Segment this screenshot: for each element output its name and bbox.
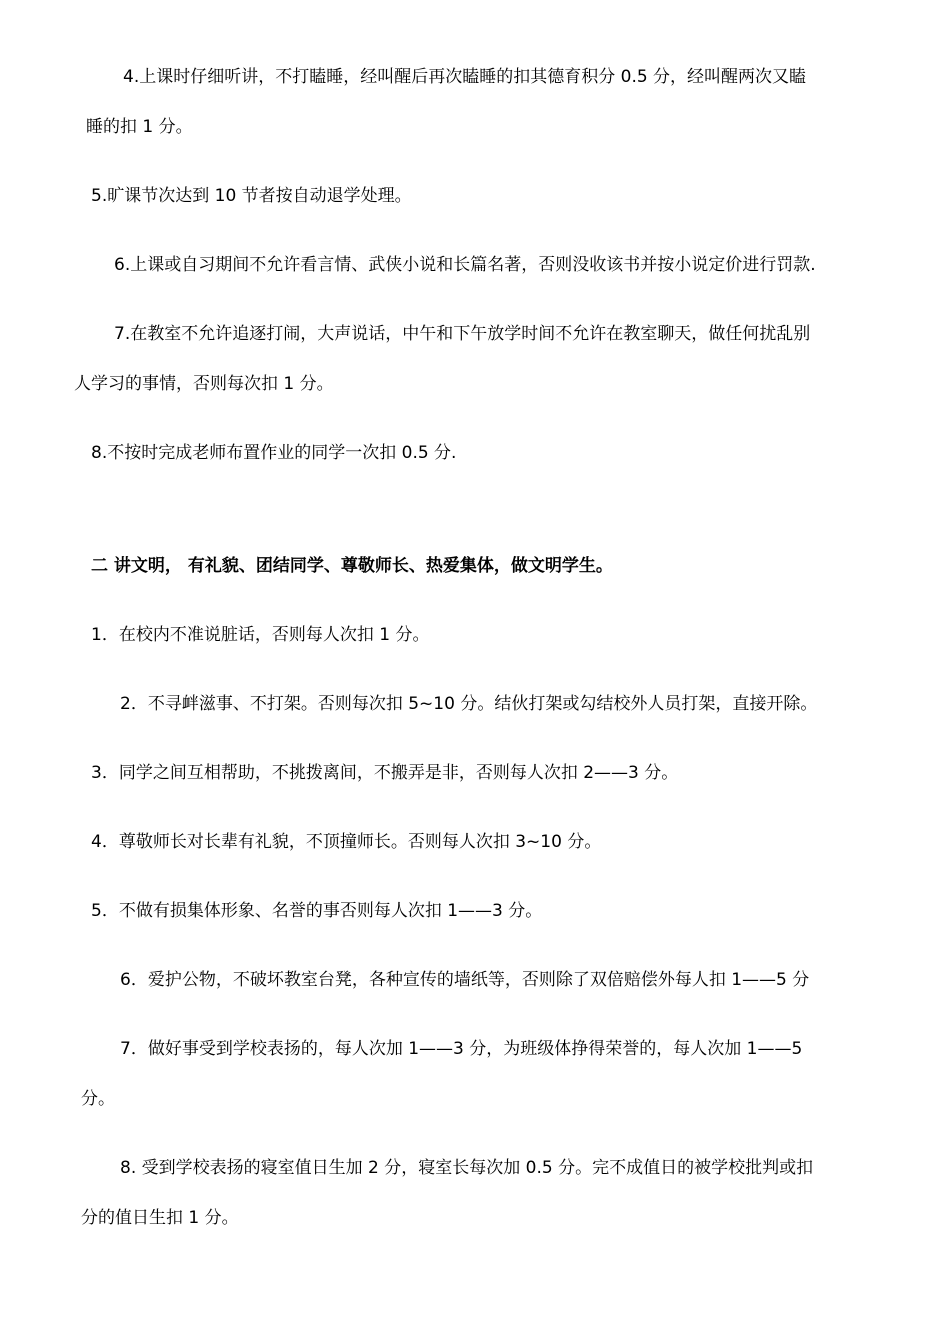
section-2-rule-4: 4．尊敬师长对长辈有礼貌，不顶撞师长。否则每人次扣 3~10 分。 (91, 832, 602, 852)
section-2-rule-8-line-2: 分的值日生扣 1 分。 (81, 1208, 239, 1228)
section-2-rule-2: 2．不寻衅滋事、不打架。否则每次扣 5~10 分。结伙打架或勾结校外人员打架，直接开除。 (120, 694, 818, 714)
section-2-rule-7-line-2: 分。 (81, 1089, 115, 1109)
rule-4-line-1: 4.上课时仔细听讲，不打瞌睡，经叫醒后再次瞌睡的扣其德育积分 0.5 分，经叫醒两次又瞌 (123, 67, 807, 87)
rule-7-line-2: 人学习的事情，否则每次扣 1 分。 (74, 374, 334, 394)
section-2-rule-1: 1．在校内不准说脏话，否则每人次扣 1 分。 (91, 625, 430, 645)
section-2-heading: 二 讲文明， 有礼貌、团结同学、尊敬师长、热爱集体，做文明学生。 (91, 556, 613, 576)
section-2-rule-6: 6．爱护公物，不破坏教室台凳，各种宣传的墙纸等，否则除了双倍赔偿外每人扣 1——5 分 (120, 970, 810, 990)
section-2-rule-8-line-1: 8. 受到学校表扬的寝室值日生加 2 分，寝室长每次加 0.5 分。完不成值日的被学校批判或扣 (120, 1158, 814, 1178)
rule-6: 6.上课或自习期间不允许看言情、武侠小说和长篇名著，否则没收该书并按小说定价进行罚款. (114, 255, 816, 275)
rule-5: 5.旷课节次达到 10 节者按自动退学处理。 (91, 186, 412, 206)
rule-8: 8.不按时完成老师布置作业的同学一次扣 0.5 分. (91, 443, 457, 463)
rule-4-line-2: 睡的扣 1 分。 (86, 117, 193, 137)
section-2-rule-3: 3．同学之间互相帮助，不挑拨离间，不搬弄是非，否则每人次扣 2——3 分。 (91, 763, 679, 783)
section-2-rule-7-line-1: 7．做好事受到学校表扬的，每人次加 1——3 分，为班级体挣得荣誉的，每人次加 1——5 (120, 1039, 803, 1059)
section-2-rule-5: 5．不做有损集体形象、名誉的事否则每人次扣 1——3 分。 (91, 901, 543, 921)
rule-7-line-1: 7.在教室不允许追逐打闹，大声说话，中午和下午放学时间不允许在教室聊天，做任何扰乱别 (114, 324, 811, 344)
